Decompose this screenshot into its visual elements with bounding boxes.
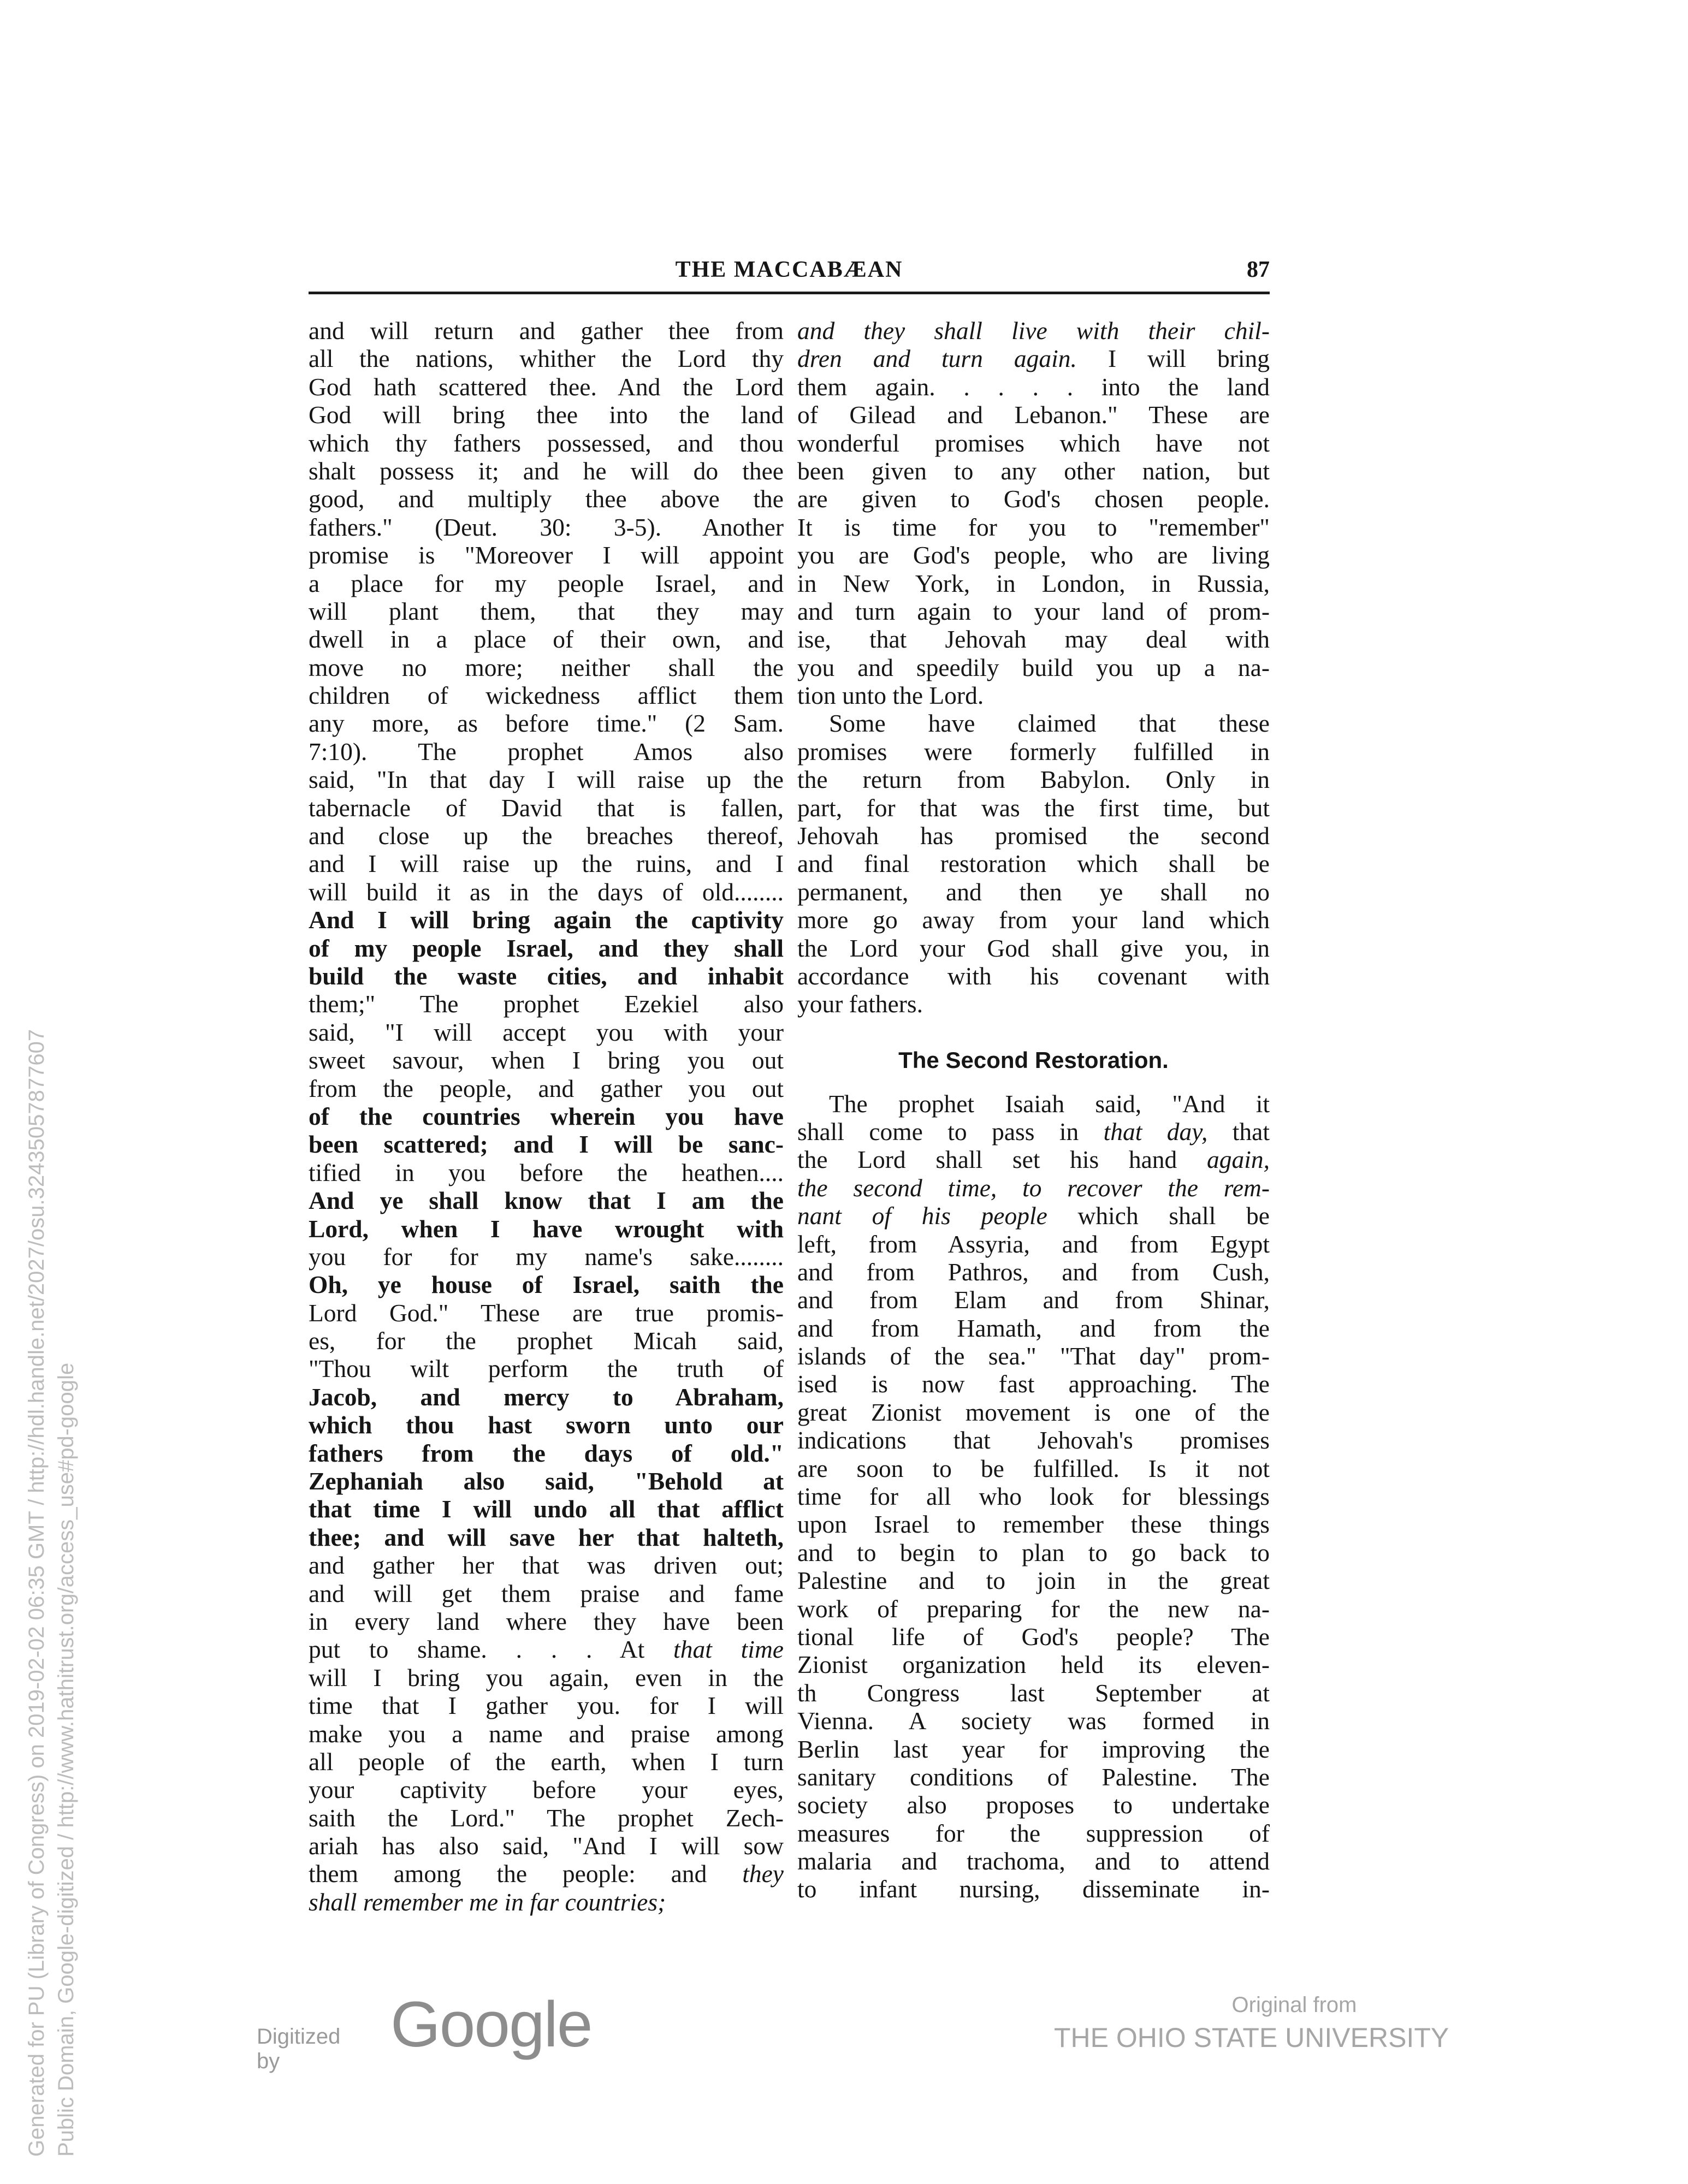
text-line: It is time for you to "remember" — [797, 513, 1270, 541]
watermark-line: Public Domain, Google-digitized / http://www.hathitrust.org/access_use#pd-google — [54, 1362, 78, 2157]
page-number: 87 — [1247, 257, 1270, 282]
text-line: sanitary conditions of Palestine. The — [797, 1762, 1270, 1791]
text-run: I will bring — [1076, 345, 1270, 373]
text-line: of Gilead and Lebanon." These are — [797, 401, 1270, 429]
text-line: all the nations, whither the Lord thy — [309, 345, 784, 373]
text-line-mixed — [797, 1118, 1270, 1146]
text-line: part, for that was the first time, but — [797, 793, 1270, 822]
text-run-italic: again, — [1206, 1146, 1270, 1174]
text-line: Vienna. A society was formed in — [797, 1707, 1270, 1735]
text-line: are given to God's chosen people. — [797, 485, 1270, 513]
text-run-italic: that day, — [1103, 1117, 1208, 1146]
text-line: malaria and trachoma, and to attend — [797, 1847, 1270, 1876]
text-line: of my people Israel, and they shall — [309, 934, 784, 962]
text-line: islands of the sea." "That day" prom- — [797, 1342, 1270, 1370]
text-line: and will get them praise and fame — [309, 1579, 784, 1607]
text-run-italic: nant of his people — [797, 1202, 1047, 1230]
text-line: Palestine and to join in the great — [797, 1566, 1270, 1595]
text-line: the second time, to recover the rem- — [797, 1173, 1270, 1202]
text-line: time that I gather you. for I will — [309, 1692, 784, 1720]
hathitrust-watermark — [22, 1029, 81, 2157]
text-line: Lord God." These are true promis- — [309, 1298, 784, 1327]
text-line: ise, that Jehovah may deal with — [797, 625, 1270, 654]
header-rule — [309, 292, 1270, 294]
text-line: tified in you before the heathen.... — [309, 1158, 784, 1186]
text-run: them among the people: and — [309, 1860, 743, 1888]
text-line: said, "In that day I will raise up the — [309, 765, 784, 794]
text-line: children of wickedness afflict them — [309, 681, 784, 710]
text-line: Lord, when I have wrought with — [309, 1214, 784, 1243]
text-line: your fathers. — [797, 990, 923, 1018]
text-line: ised is now fast approaching. The — [797, 1370, 1270, 1398]
text-line: and to begin to plan to go back to — [797, 1538, 1270, 1566]
spacer — [797, 1018, 1270, 1046]
text-line: Berlin last year for improving the — [797, 1735, 1270, 1763]
text-line: God will bring thee into the land — [309, 401, 784, 429]
institution-name: THE OHIO STATE UNIVERSITY — [1054, 2022, 1449, 2053]
text-line: God hath scattered thee. And the Lord — [309, 372, 784, 401]
text-line: the Lord your God shall give you, in — [797, 934, 1270, 962]
text-run: that — [1207, 1117, 1270, 1146]
text-run: the Lord shall set his hand — [797, 1146, 1207, 1174]
text-line: shall remember me in far countries; — [309, 1888, 666, 1916]
text-line: shalt possess it; and he will do thee — [309, 456, 784, 485]
text-line-mixed — [797, 1146, 1270, 1173]
text-line: and will return and gather thee from — [309, 317, 784, 345]
text-line: and I will raise up the ruins, and I — [309, 850, 784, 878]
text-line: promise is "Moreover I will appoint — [309, 541, 784, 569]
text-line: build the waste cities, and inhabit — [309, 962, 784, 990]
spacer — [797, 1075, 1270, 1090]
text-line: wonderful promises which have not — [797, 429, 1270, 457]
text-line: Zephaniah also said, "Behold at — [309, 1467, 784, 1495]
text-line: ariah has also said, "And I will sow — [309, 1832, 784, 1860]
text-line: you and speedily build you up a na- — [797, 653, 1270, 681]
text-line: of the countries wherein you have — [309, 1102, 784, 1130]
text-line: a place for my people Israel, and — [309, 569, 784, 597]
running-head: THE MACCABÆAN — [675, 257, 903, 282]
text-line: you are God's people, who are living — [797, 541, 1270, 569]
text-line: society also proposes to undertake — [797, 1791, 1270, 1819]
text-line: upon Israel to remember these things — [797, 1510, 1270, 1539]
text-line: which thy fathers possessed, and thou — [309, 429, 784, 457]
text-line: fathers." (Deut. 30: 3-5). Another — [309, 513, 784, 541]
text-line: that time I will undo all that afflict — [309, 1495, 784, 1523]
text-line: move no more; neither shall the — [309, 653, 784, 681]
text-line: th Congress last September at — [797, 1678, 1270, 1707]
text-line: will plant them, that they may — [309, 597, 784, 625]
page-header — [309, 257, 1270, 289]
text-line: tional life of God's people? The — [797, 1622, 1270, 1651]
text-line: from the people, and gather you out — [309, 1074, 784, 1102]
text-run-italic: dren and turn again. — [797, 345, 1077, 373]
text-line: are soon to be fulfilled. Is it not — [797, 1454, 1270, 1482]
text-line: Jehovah has promised the second — [797, 822, 1270, 850]
text-line: and close up the breaches thereof, — [309, 822, 784, 850]
text-line: the return from Babylon. Only in — [797, 765, 1270, 794]
left-column — [309, 317, 784, 1916]
section-heading: The Second Restoration. — [898, 1047, 1169, 1073]
text-line: and from Pathros, and from Cush, — [797, 1257, 1270, 1286]
text-line: any more, as before time." (2 Sam. — [309, 709, 784, 738]
text-line: Some have claimed that these — [829, 709, 1270, 738]
text-run: shall come to pass in — [797, 1117, 1104, 1146]
text-run-italic: that time — [673, 1635, 784, 1664]
text-line: sweet savour, when I bring you out — [309, 1046, 784, 1075]
text-line: time for all who look for blessings — [797, 1482, 1270, 1511]
text-line: measures for the suppression of — [797, 1819, 1270, 1847]
text-line: and from Elam and from Shinar, — [797, 1286, 1270, 1314]
text-line-mixed — [797, 1202, 1270, 1230]
text-run: put to shame. . . . At — [309, 1635, 674, 1664]
original-from — [1054, 1993, 1449, 2054]
text-line: been given to any other nation, but — [797, 456, 1270, 485]
text-line: thee; and will save her that halteth, — [309, 1523, 784, 1551]
text-line: and turn again to your land of prom- — [797, 597, 1270, 625]
text-line: Jacob, and mercy to Abraham, — [309, 1382, 784, 1411]
text-line: you for for my name's sake........ — [309, 1242, 784, 1271]
text-line: es, for the prophet Micah said, — [309, 1327, 784, 1355]
text-line: left, from Assyria, and from Egypt — [797, 1230, 1270, 1258]
text-line: will build it as in the days of old........ — [309, 877, 784, 906]
text-line-mixed — [309, 1635, 784, 1663]
text-line: 7:10). The prophet Amos also — [309, 737, 784, 765]
text-line: all people of the earth, when I turn — [309, 1747, 784, 1776]
text-line: good, and multiply thee above the — [309, 485, 784, 513]
text-line: to infant nursing, disseminate in- — [797, 1875, 1270, 1903]
text-line: accordance with his covenant with — [797, 962, 1270, 990]
text-line: fathers from the days of old." — [309, 1439, 784, 1467]
text-run: which shall be — [1047, 1202, 1270, 1230]
text-line: And ye shall know that I am the — [309, 1186, 784, 1215]
text-line: them again. . . . . into the land — [797, 372, 1270, 401]
text-line: permanent, and then ye shall no — [797, 877, 1270, 906]
text-line: them;" The prophet Ezekiel also — [309, 990, 784, 1018]
text-line-mixed — [309, 1860, 784, 1888]
text-line: and they shall live with their chil- — [797, 317, 1270, 345]
text-line: tion unto the Lord. — [797, 681, 984, 710]
watermark-line: Generated for PU (Library of Congress) on 2019-02-02 06:35 GMT / http://hdl.handle.net/2027/osu.32435057877607 — [25, 1029, 49, 2157]
text-line: and final restoration which shall be — [797, 850, 1270, 878]
text-line: work of preparing for the new na- — [797, 1594, 1270, 1623]
text-line: and from Hamath, and from the — [797, 1314, 1270, 1342]
text-line: saith the Lord." The prophet Zech- — [309, 1803, 784, 1832]
text-line: more go away from your land which — [797, 906, 1270, 934]
text-line: Oh, ye house of Israel, saith the — [309, 1271, 784, 1299]
text-line: will I bring you again, even in the — [309, 1663, 784, 1692]
text-line: The prophet Isaiah said, "And it — [829, 1089, 1270, 1118]
text-line: tabernacle of David that is fallen, — [309, 793, 784, 822]
text-line: promises were formerly fulfilled in — [797, 737, 1270, 765]
text-run-italic: they — [742, 1860, 784, 1888]
text-line: in New York, in London, in Russia, — [797, 569, 1270, 597]
text-line: "Thou wilt perform the truth of — [309, 1355, 784, 1383]
text-line: which thou hast sworn unto our — [309, 1411, 784, 1439]
right-column — [797, 317, 1270, 1903]
digitized-by-label: Digitized by — [257, 2025, 341, 2073]
original-from-label: Original from — [1231, 1993, 1357, 2017]
text-line: in every land where they have been — [309, 1607, 784, 1635]
text-line: indications that Jehovah's promises — [797, 1426, 1270, 1455]
text-line: And I will bring again the captivity — [309, 906, 784, 934]
google-logo: Google — [390, 1989, 592, 2061]
text-line: said, "I will accept you with your — [309, 1018, 784, 1046]
text-line: make you a name and praise among — [309, 1719, 784, 1748]
text-line: been scattered; and I will be sanc- — [309, 1130, 784, 1159]
text-line-mixed — [797, 345, 1270, 372]
text-line: and gather her that was driven out; — [309, 1551, 784, 1580]
text-line: your captivity before your eyes, — [309, 1776, 784, 1804]
text-line: great Zionist movement is one of the — [797, 1398, 1270, 1426]
text-line: Zionist organization held its eleven- — [797, 1651, 1270, 1679]
text-line: dwell in a place of their own, and — [309, 625, 784, 654]
